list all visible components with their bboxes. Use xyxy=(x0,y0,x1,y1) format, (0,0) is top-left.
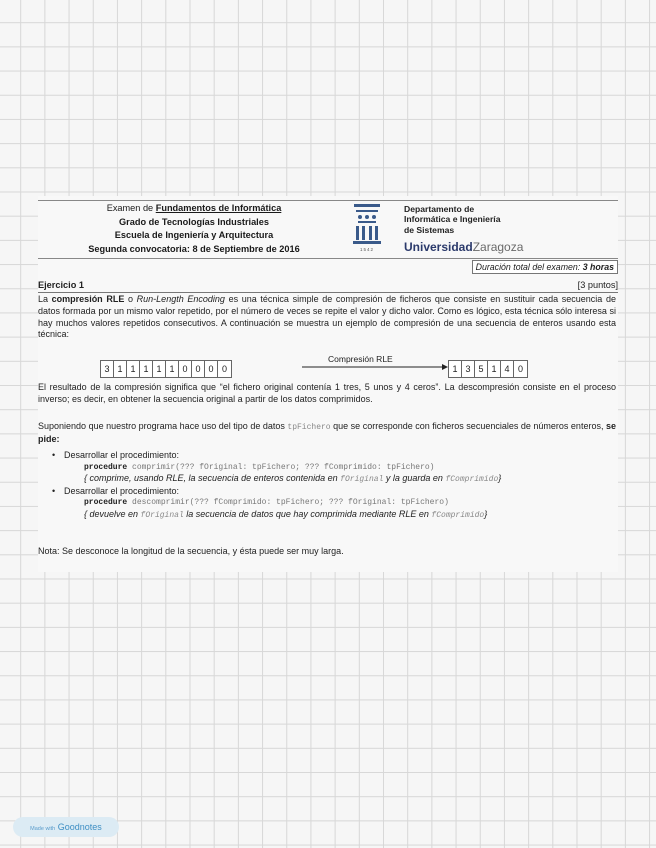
sequence-cell: 1 xyxy=(488,361,501,377)
signature: descomprimir(??? fComprimido: tpFichero; ??? fOriginal: tpFichero) xyxy=(127,498,449,508)
task-a: Suponiendo que nuestro programa hace uso del tipo de datos xyxy=(38,421,288,431)
comment-var: fComprimido xyxy=(431,510,485,520)
intro-paragraph xyxy=(38,294,616,341)
uni-light: Zaragoza xyxy=(472,240,524,254)
sequence-cell: 1 xyxy=(449,361,462,377)
intro-a: La xyxy=(38,294,52,304)
header-top-rule xyxy=(38,200,618,201)
sequence-cell: 3 xyxy=(101,361,114,377)
degree: Grado de Tecnologías Industriales xyxy=(119,216,269,227)
intro-c: o xyxy=(124,294,137,304)
comment-var: fOriginal xyxy=(140,510,184,520)
list-item: • Desarrollar el procedimiento: xyxy=(52,486,618,498)
badge-small-text: Made with xyxy=(30,826,56,832)
sequence-cell: 0 xyxy=(192,361,205,377)
comment-a: { devuelve en xyxy=(84,508,141,519)
comment-b: y la guarda en xyxy=(383,473,446,484)
sequence-cell: 0 xyxy=(221,364,227,374)
procedure-comment xyxy=(52,509,618,522)
exercise-title: Ejercicio 1 xyxy=(38,280,84,290)
uni-bold: Universidad xyxy=(404,240,473,254)
right-arrow-icon xyxy=(302,362,448,372)
arrow-label: Compresión RLE xyxy=(328,354,393,364)
exam-header xyxy=(38,202,350,256)
duration-value: 3 horas xyxy=(582,262,614,272)
original-sequence xyxy=(100,360,232,378)
sequence-cell: 4 xyxy=(501,361,514,377)
university-crest-icon xyxy=(350,202,384,256)
dept-line-1: Departamento de xyxy=(404,204,475,214)
exam-subject: Fundamentos de Informática xyxy=(155,203,282,213)
sequence-cell: 1 xyxy=(114,361,127,377)
procedure-signature xyxy=(52,497,618,509)
header-bottom-rule xyxy=(38,258,618,259)
compressed-sequence xyxy=(448,360,528,378)
intro-bold: compresión RLE xyxy=(51,294,125,304)
dept-line-2: Informática e Ingeniería xyxy=(404,214,501,225)
exam-prefix: Examen de xyxy=(106,203,156,213)
list-item: • Desarrollar el procedimiento: xyxy=(52,450,618,462)
badge-brand: Goodnotes xyxy=(57,822,102,832)
intro-e: es una técnica simple de compresión de ficheros que consiste en sustituir cada secuencia de datos formada por un mismo valor repetido, por el número de veces se repite el valor y dicho valor. Como es lógico, esta técnica sólo interesa si hay muchos valores repetidos consecutivos. A continuación se muestra un ejemplo de compresión de una secuencia de enteros usando esta técnica: xyxy=(38,294,616,340)
university-logo xyxy=(404,240,523,254)
exam-title-line xyxy=(38,202,350,216)
exercise-points: [3 puntos] xyxy=(577,280,618,290)
crest-year: 1542 xyxy=(359,247,374,252)
comment-b: la secuencia de datos que hay comprimida mediante RLE en xyxy=(183,508,432,519)
session: Segunda convocatoria: 8 de Septiembre de 2016 xyxy=(88,243,300,254)
sequence-cell: 5 xyxy=(475,361,488,377)
school: Escuela de Ingeniería y Arquitectura xyxy=(114,230,274,241)
exam-page xyxy=(38,196,618,572)
signature: comprimir(??? fOriginal: tpFichero; ??? fComprimido: tpFichero) xyxy=(127,462,435,472)
note: Nota: Se desconoce la longitud de la secuencia, y ésta puede ser muy larga. xyxy=(38,546,344,556)
duration-label: Duración total del examen: xyxy=(475,262,583,272)
procedure-signature xyxy=(52,462,618,474)
comment-end: } xyxy=(498,473,502,484)
task-paragraph xyxy=(38,421,616,446)
exercise-heading xyxy=(38,280,618,293)
dept-line-3: de Sistemas xyxy=(404,224,455,235)
sequence-cell: 1 xyxy=(153,361,166,377)
task-b: que se corresponde con ficheros secuenciales de números enteros, xyxy=(330,421,606,431)
sequence-cell: 1 xyxy=(166,361,179,377)
department-name xyxy=(404,204,500,235)
comment-end: } xyxy=(484,508,488,519)
task-list xyxy=(52,450,618,522)
intro-italic: Run-Length Encoding xyxy=(136,294,225,304)
sequence-cell: 0 xyxy=(179,361,192,377)
comment-a: { comprime, usando RLE, la secuencia de enteros contenida en xyxy=(84,473,341,484)
task-bold: se pide: xyxy=(38,421,616,444)
sequence-cell: 0 xyxy=(205,361,218,377)
sequence-cell: 1 xyxy=(140,361,153,377)
task-type: tpFichero xyxy=(287,423,331,432)
procedure-comment xyxy=(52,473,618,486)
keyword: procedure xyxy=(84,498,128,508)
duration-box xyxy=(472,260,618,274)
sequence-cell: 3 xyxy=(462,361,475,377)
comment-var: fComprimido xyxy=(445,475,499,485)
sequence-cell: 1 xyxy=(127,361,140,377)
sequence-cell: 0 xyxy=(517,364,523,374)
comment-var: fOriginal xyxy=(340,475,384,485)
result-paragraph: El resultado de la compresión significa que “el fichero original contenía 1 tres, 5 unos y 4 ceros”. La descompresión consiste en el proceso inverso; es decir, en obtener la secuencia original a partir de los datos comprimidos. xyxy=(38,382,616,404)
goodnotes-badge[interactable] xyxy=(13,817,119,837)
keyword: procedure xyxy=(84,462,128,472)
